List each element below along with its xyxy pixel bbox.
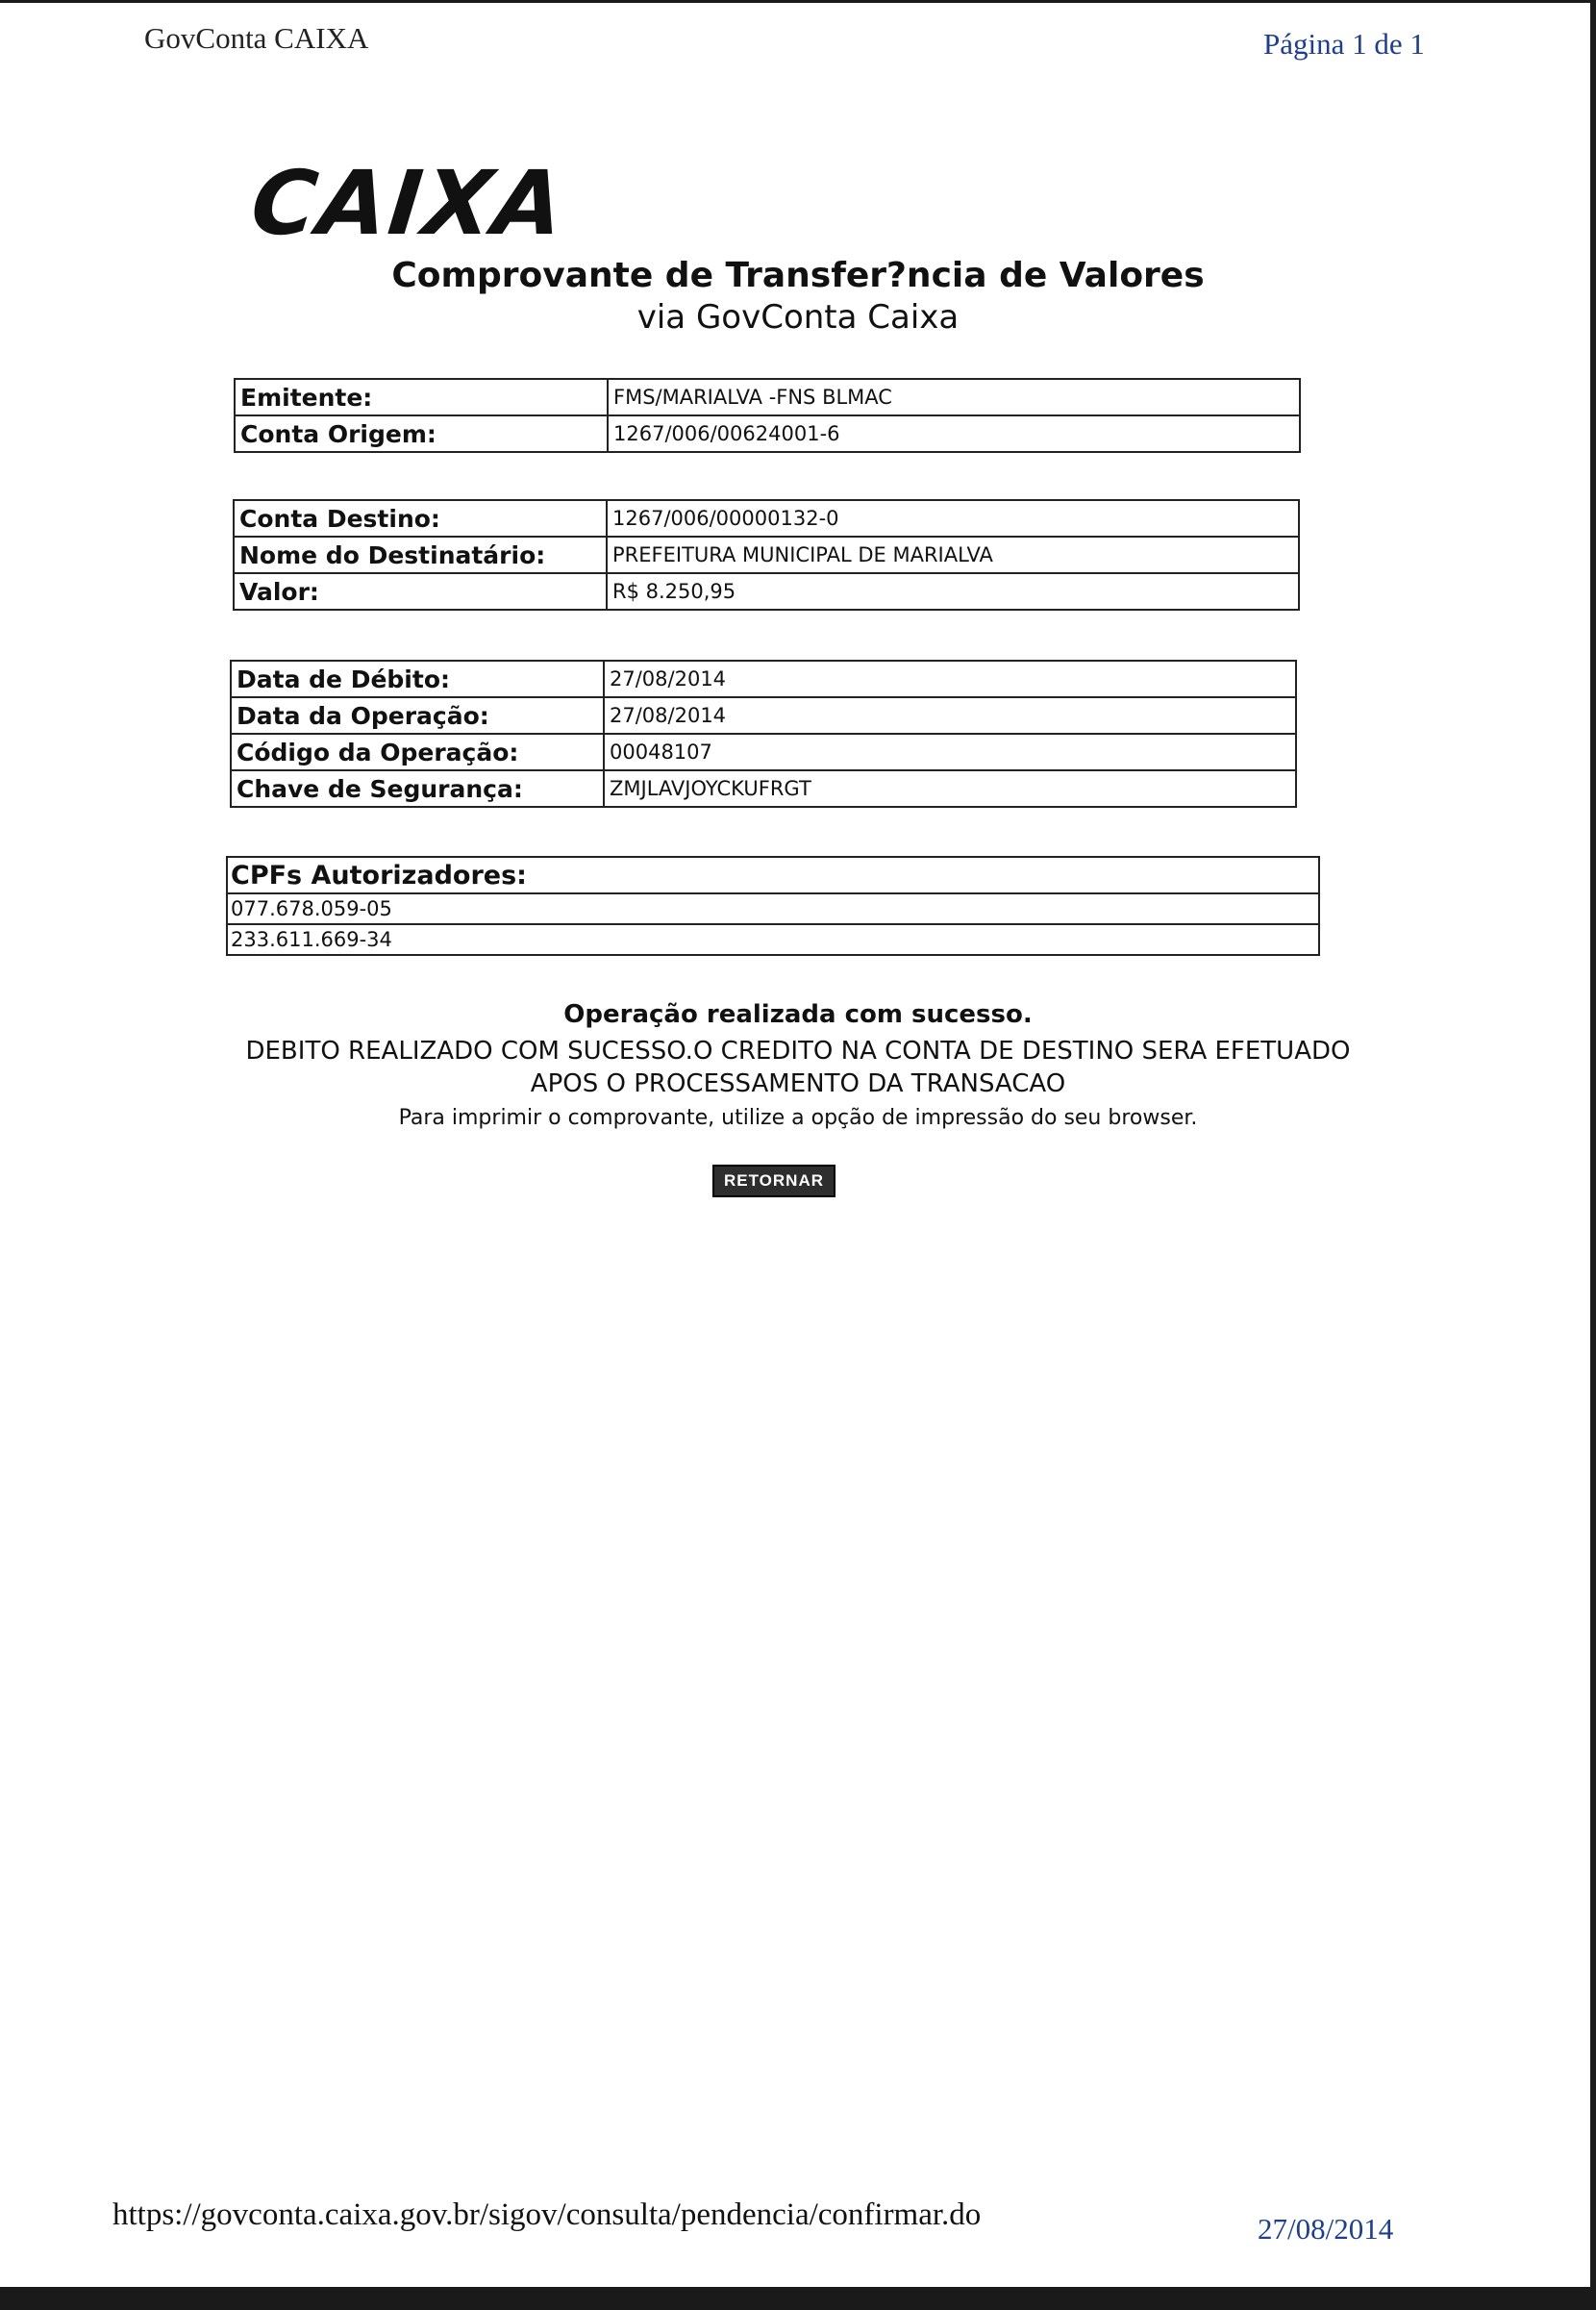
issuer-table — [234, 378, 1301, 453]
print-footer-date: 27/08/2014 — [1258, 2212, 1394, 2246]
security-key-value: ZMJLAVJOYCKUFRGT — [604, 770, 1296, 807]
return-button[interactable]: RETORNAR — [712, 1165, 835, 1197]
success-message: Operação realizada com sucesso. — [563, 1000, 1033, 1029]
table-row — [227, 924, 1319, 955]
operation-details-table — [230, 660, 1297, 808]
caixa-logo: CAIXA — [246, 152, 570, 255]
table-row — [234, 537, 1299, 573]
amount-label: Valor: — [234, 573, 607, 610]
table-row — [234, 500, 1299, 537]
receipt-title: Comprovante de Transfer?ncia de Valores — [391, 256, 1205, 295]
destination-account-value: 1267/006/00000132-0 — [607, 500, 1299, 537]
debit-status-line-1: DEBITO REALIZADO COM SUCESSO.O CREDITO NA CONTA DE DESTINO SERA EFETUADO — [245, 1037, 1351, 1066]
receipt-subtitle: via GovConta Caixa — [636, 298, 960, 337]
scan-edge-top — [0, 0, 1596, 3]
issuer-label: Emitente: — [235, 379, 608, 415]
source-account-label: Conta Origem: — [235, 415, 608, 452]
scan-edge-right — [1590, 0, 1596, 2310]
operation-date-value: 27/08/2014 — [604, 697, 1296, 734]
operation-code-label: Código da Operação: — [231, 734, 604, 770]
scan-edge-bottom — [0, 2287, 1596, 2310]
authorizer-cpf: 233.611.669-34 — [227, 924, 1319, 955]
table-row — [235, 415, 1300, 452]
print-header-page-indicator: Página 1 de 1 — [1263, 27, 1425, 61]
recipient-name-value: PREFEITURA MUNICIPAL DE MARIALVA — [607, 537, 1299, 573]
destination-account-label: Conta Destino: — [234, 500, 607, 537]
debit-date-value: 27/08/2014 — [604, 661, 1296, 697]
destination-table — [233, 499, 1300, 611]
operation-date-label: Data da Operação: — [231, 697, 604, 734]
amount-value: R$ 8.250,95 — [607, 573, 1299, 610]
table-row — [231, 770, 1296, 807]
table-row — [235, 379, 1300, 415]
issuer-value: FMS/MARIALVA -FNS BLMAC — [608, 379, 1300, 415]
recipient-name-label: Nome do Destinatário: — [234, 537, 607, 573]
security-key-label: Chave de Segurança: — [231, 770, 604, 807]
print-footer-url: https://govconta.caixa.gov.br/sigov/consulta/pendencia/confirmar.do — [112, 2197, 982, 2232]
print-header-title: GovConta CAIXA — [144, 21, 369, 55]
table-row — [231, 734, 1296, 770]
table-row — [227, 857, 1319, 893]
authorizer-cpf: 077.678.059-05 — [227, 893, 1319, 924]
table-row — [231, 661, 1296, 697]
table-row — [234, 573, 1299, 610]
operation-code-value: 00048107 — [604, 734, 1296, 770]
table-row — [231, 697, 1296, 734]
authorizers-table — [226, 856, 1320, 956]
print-hint: Para imprimir o comprovante, utilize a opção de impressão do seu browser. — [398, 1106, 1198, 1130]
debit-status-line-2: APOS O PROCESSAMENTO DA TRANSACAO — [530, 1069, 1066, 1098]
source-account-value: 1267/006/00624001-6 — [608, 415, 1300, 452]
authorizers-header: CPFs Autorizadores: — [227, 857, 1319, 893]
table-row — [227, 893, 1319, 924]
debit-date-label: Data de Débito: — [231, 661, 604, 697]
